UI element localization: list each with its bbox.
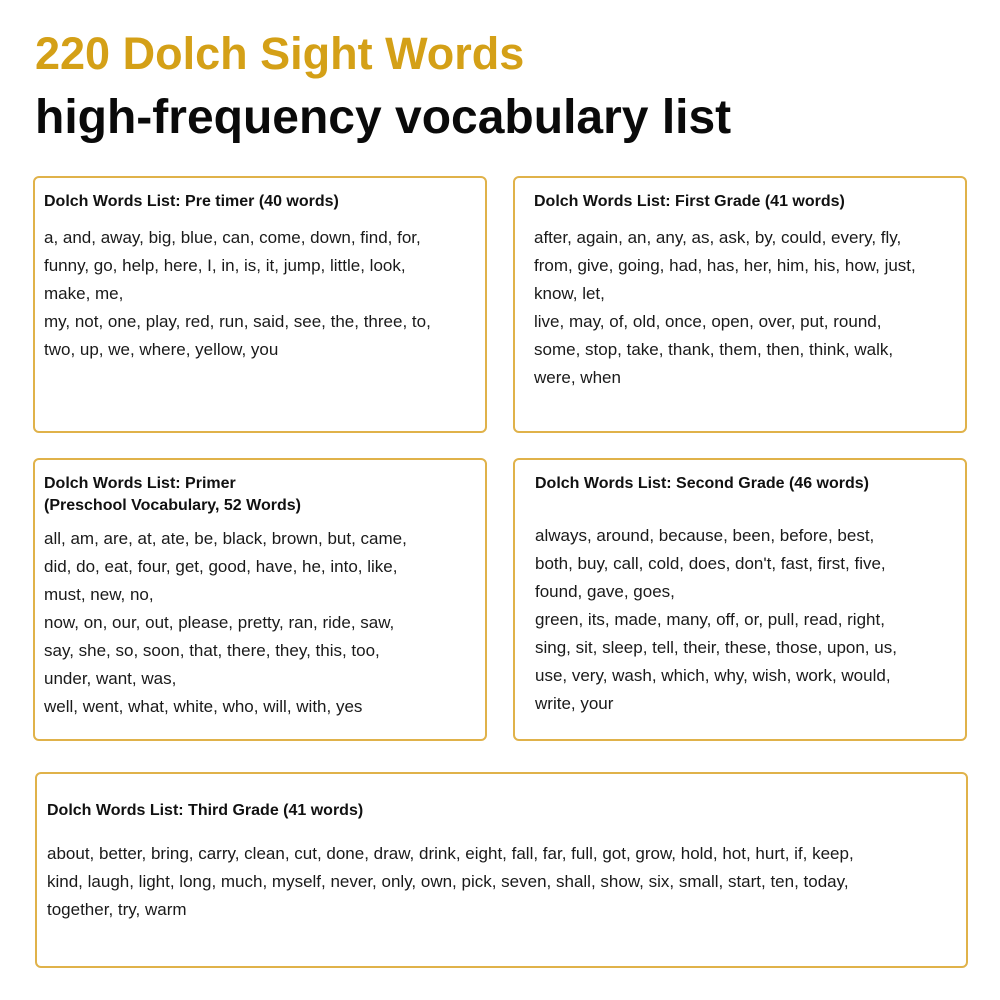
word-line: after, again, an, any, as, ask, by, could, every, fly, bbox=[534, 228, 902, 247]
word-line: make, me, bbox=[44, 284, 124, 303]
word-line: from, give, going, had, has, her, him, his, how, just, bbox=[534, 256, 916, 275]
word-line: sing, sit, sleep, tell, their, these, those, upon, us, bbox=[535, 638, 897, 657]
page-title: 220 Dolch Sight Words bbox=[35, 28, 525, 79]
word-line: live, may, of, old, once, open, over, put, round, bbox=[534, 312, 882, 331]
word-line: know, let, bbox=[534, 284, 605, 303]
word-list bbox=[47, 840, 956, 924]
page-subtitle: high-frequency vocabulary list bbox=[35, 91, 732, 144]
word-line: kind, laugh, light, long, much, myself, never, only, own, pick, seven, shall, show, six, small, start, ten, today, bbox=[47, 872, 849, 891]
word-line: two, up, we, where, yellow, you bbox=[44, 340, 279, 359]
word-line: write, your bbox=[535, 694, 614, 713]
word-line: all, am, are, at, ate, be, black, brown, but, came, bbox=[44, 529, 407, 548]
word-line: under, want, was, bbox=[44, 669, 177, 688]
word-line: funny, go, help, here, I, in, is, it, jump, little, look, bbox=[44, 256, 406, 275]
first-grade-card bbox=[513, 176, 967, 433]
word-list bbox=[535, 522, 955, 718]
card-heading bbox=[44, 473, 475, 517]
word-line: found, gave, goes, bbox=[535, 582, 675, 601]
card-heading: Dolch Words List: First Grade (41 words) bbox=[534, 193, 845, 210]
second-grade-card bbox=[513, 458, 967, 741]
word-line: my, not, one, play, red, run, said, see, the, three, to, bbox=[44, 312, 431, 331]
word-list bbox=[44, 224, 475, 364]
word-line: green, its, made, many, off, or, pull, read, right, bbox=[535, 610, 885, 629]
word-line: about, better, bring, carry, clean, cut, done, draw, drink, eight, fall, far, full, got, grow, hold, hot, hurt, if, keep, bbox=[47, 844, 854, 863]
word-line: well, went, what, white, who, will, with, yes bbox=[44, 697, 363, 716]
word-line: say, she, so, soon, that, there, they, this, too, bbox=[44, 641, 380, 660]
word-line: were, when bbox=[534, 368, 621, 387]
word-line: must, new, no, bbox=[44, 585, 154, 604]
card-heading: Dolch Words List: Pre timer (40 words) bbox=[44, 193, 339, 210]
word-line: always, around, because, been, before, best, bbox=[535, 526, 875, 545]
word-list bbox=[44, 525, 475, 721]
card-heading-line: Dolch Words List: Primer bbox=[44, 475, 236, 492]
word-list bbox=[534, 224, 955, 392]
third-grade-card bbox=[35, 772, 968, 968]
primer-card bbox=[33, 458, 487, 741]
card-heading: Dolch Words List: Second Grade (46 words) bbox=[535, 475, 869, 492]
card-heading: Dolch Words List: Third Grade (41 words) bbox=[47, 802, 364, 819]
word-line: did, do, eat, four, get, good, have, he, into, like, bbox=[44, 557, 398, 576]
pre-timer-card bbox=[33, 176, 487, 433]
word-line: together, try, warm bbox=[47, 900, 187, 919]
word-line: a, and, away, big, blue, can, come, down, find, for, bbox=[44, 228, 421, 247]
word-line: some, stop, take, thank, them, then, think, walk, bbox=[534, 340, 894, 359]
word-line: now, on, our, out, please, pretty, ran, ride, saw, bbox=[44, 613, 395, 632]
word-line: both, buy, call, cold, does, don't, fast, first, five, bbox=[535, 554, 886, 573]
word-line: use, very, wash, which, why, wish, work, would, bbox=[535, 666, 891, 685]
card-heading-line: (Preschool Vocabulary, 52 Words) bbox=[44, 497, 301, 514]
